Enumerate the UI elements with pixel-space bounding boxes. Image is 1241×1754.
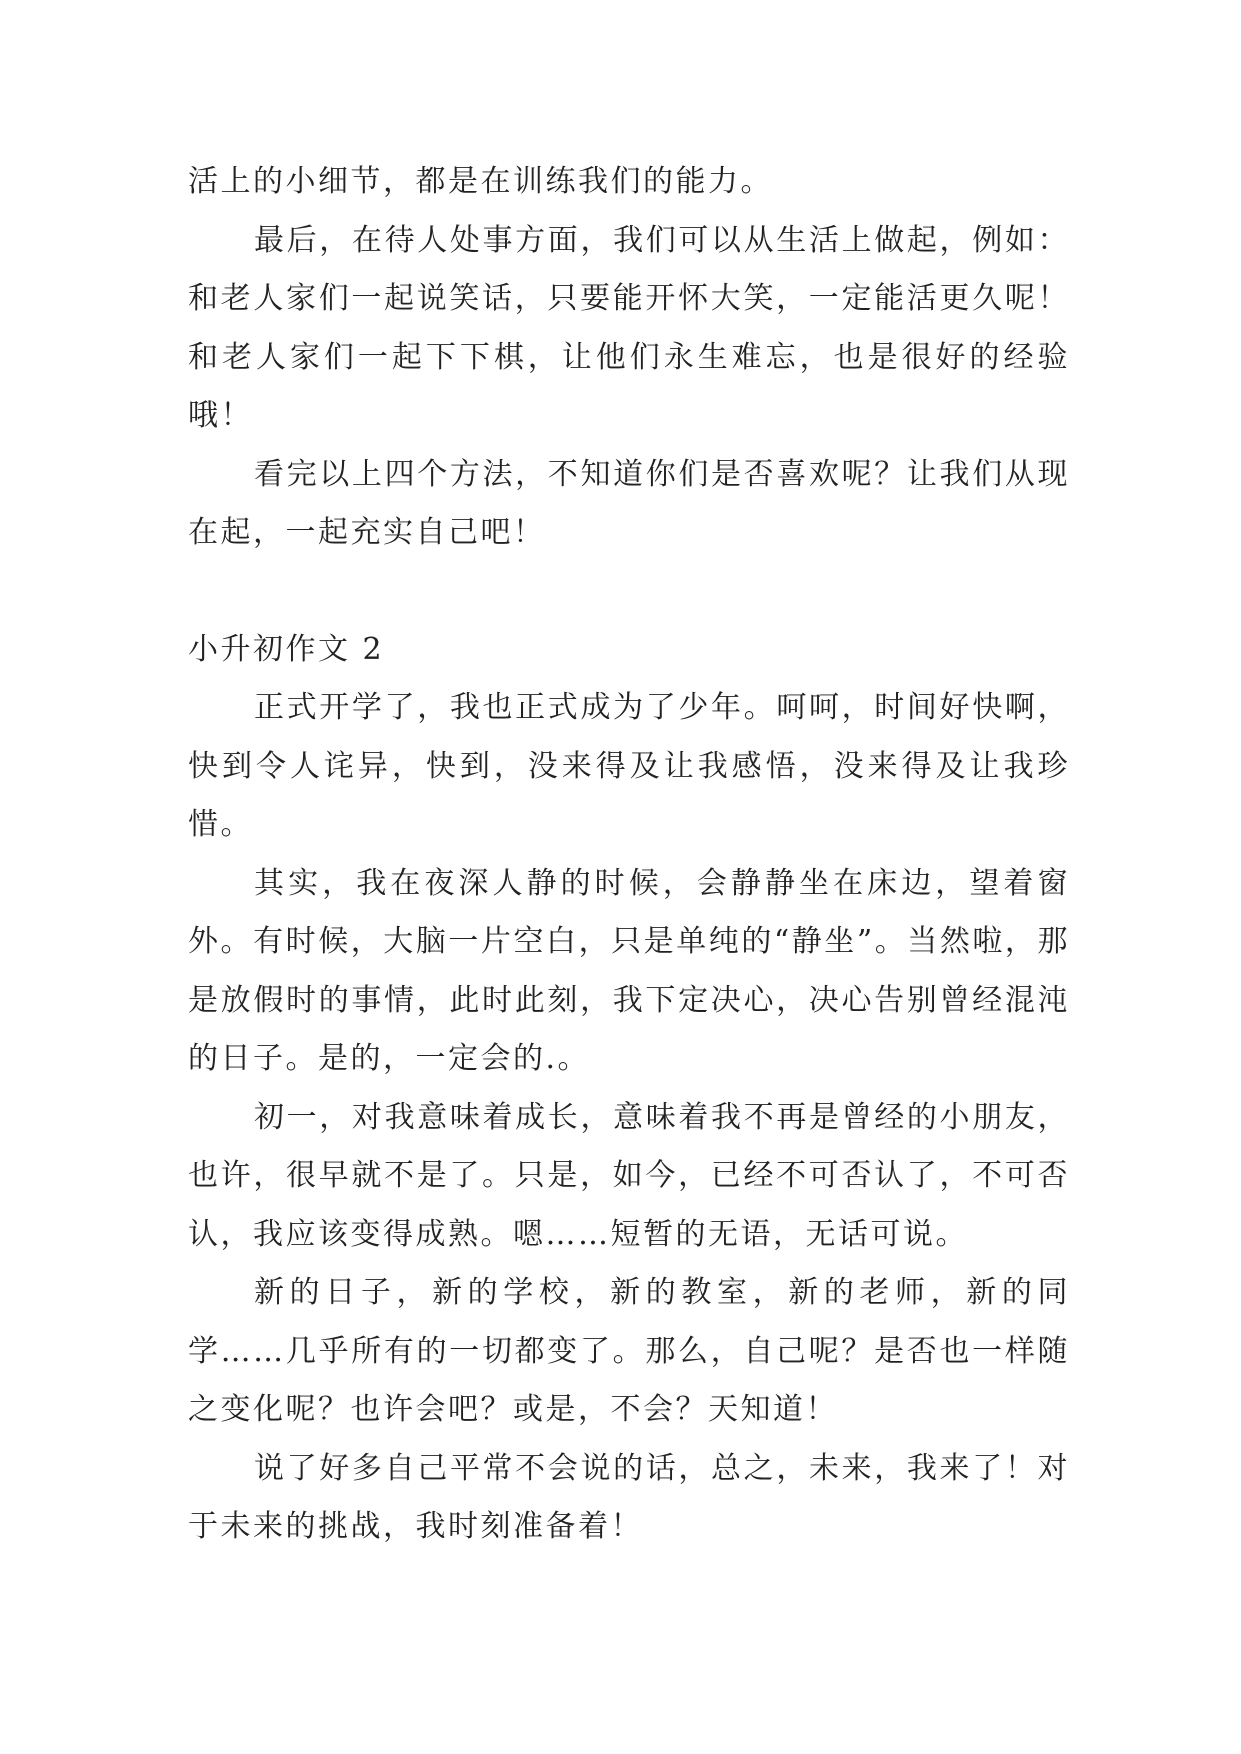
paragraph: 正式开学了，我也正式成为了少年。呵呵，时间好快啊，快到令人诧异，快到，没来得及让我感悟，没来得及让我珍惜。	[188, 690, 1070, 842]
paragraph: 最后，在待人处事方面，我们可以从生活上做起，例如：和老人家们一起说笑话，只要能开怀大笑，一定能活更久呢！和老人家们一起下下棋，让他们永生难忘，也是很好的经验哦！	[188, 222, 1070, 433]
section-title: 小升初作文 2	[188, 631, 385, 667]
paragraph: 看完以上四个方法，不知道你们是否喜欢呢？让我们从现在起，一起充实自己吧！	[188, 456, 1070, 550]
paragraph: 其实，我在夜深人静的时候，会静静坐在床边，望着窗外。有时候，大脑一片空白，只是单纯的“静坐”。当然啦，那是放假时的事情，此时此刻，我下定决心，决心告别曾经混沌的日子。是的，一定会的.。	[188, 865, 1070, 1076]
paragraph-continuation: 活上的小细节，都是在训练我们的能力。	[188, 164, 773, 199]
document-body	[188, 153, 1070, 1557]
paragraph: 初一，对我意味着成长，意味着我不再是曾经的小朋友，也许，很早就不是了。只是，如今，已经不可否认了，不可否认，我应该变得成熟。嗯……短暂的无语，无话可说。	[188, 1099, 1070, 1252]
paragraph: 说了好多自己平常不会说的话，总之，未来，我来了！对于未来的挑战，我时刻准备着！	[188, 1450, 1070, 1544]
paragraph: 新的日子，新的学校，新的教室，新的老师，新的同学……几乎所有的一切都变了。那么，自己呢？是否也一样随之变化呢？也许会吧？或是，不会？天知道！	[188, 1275, 1070, 1427]
